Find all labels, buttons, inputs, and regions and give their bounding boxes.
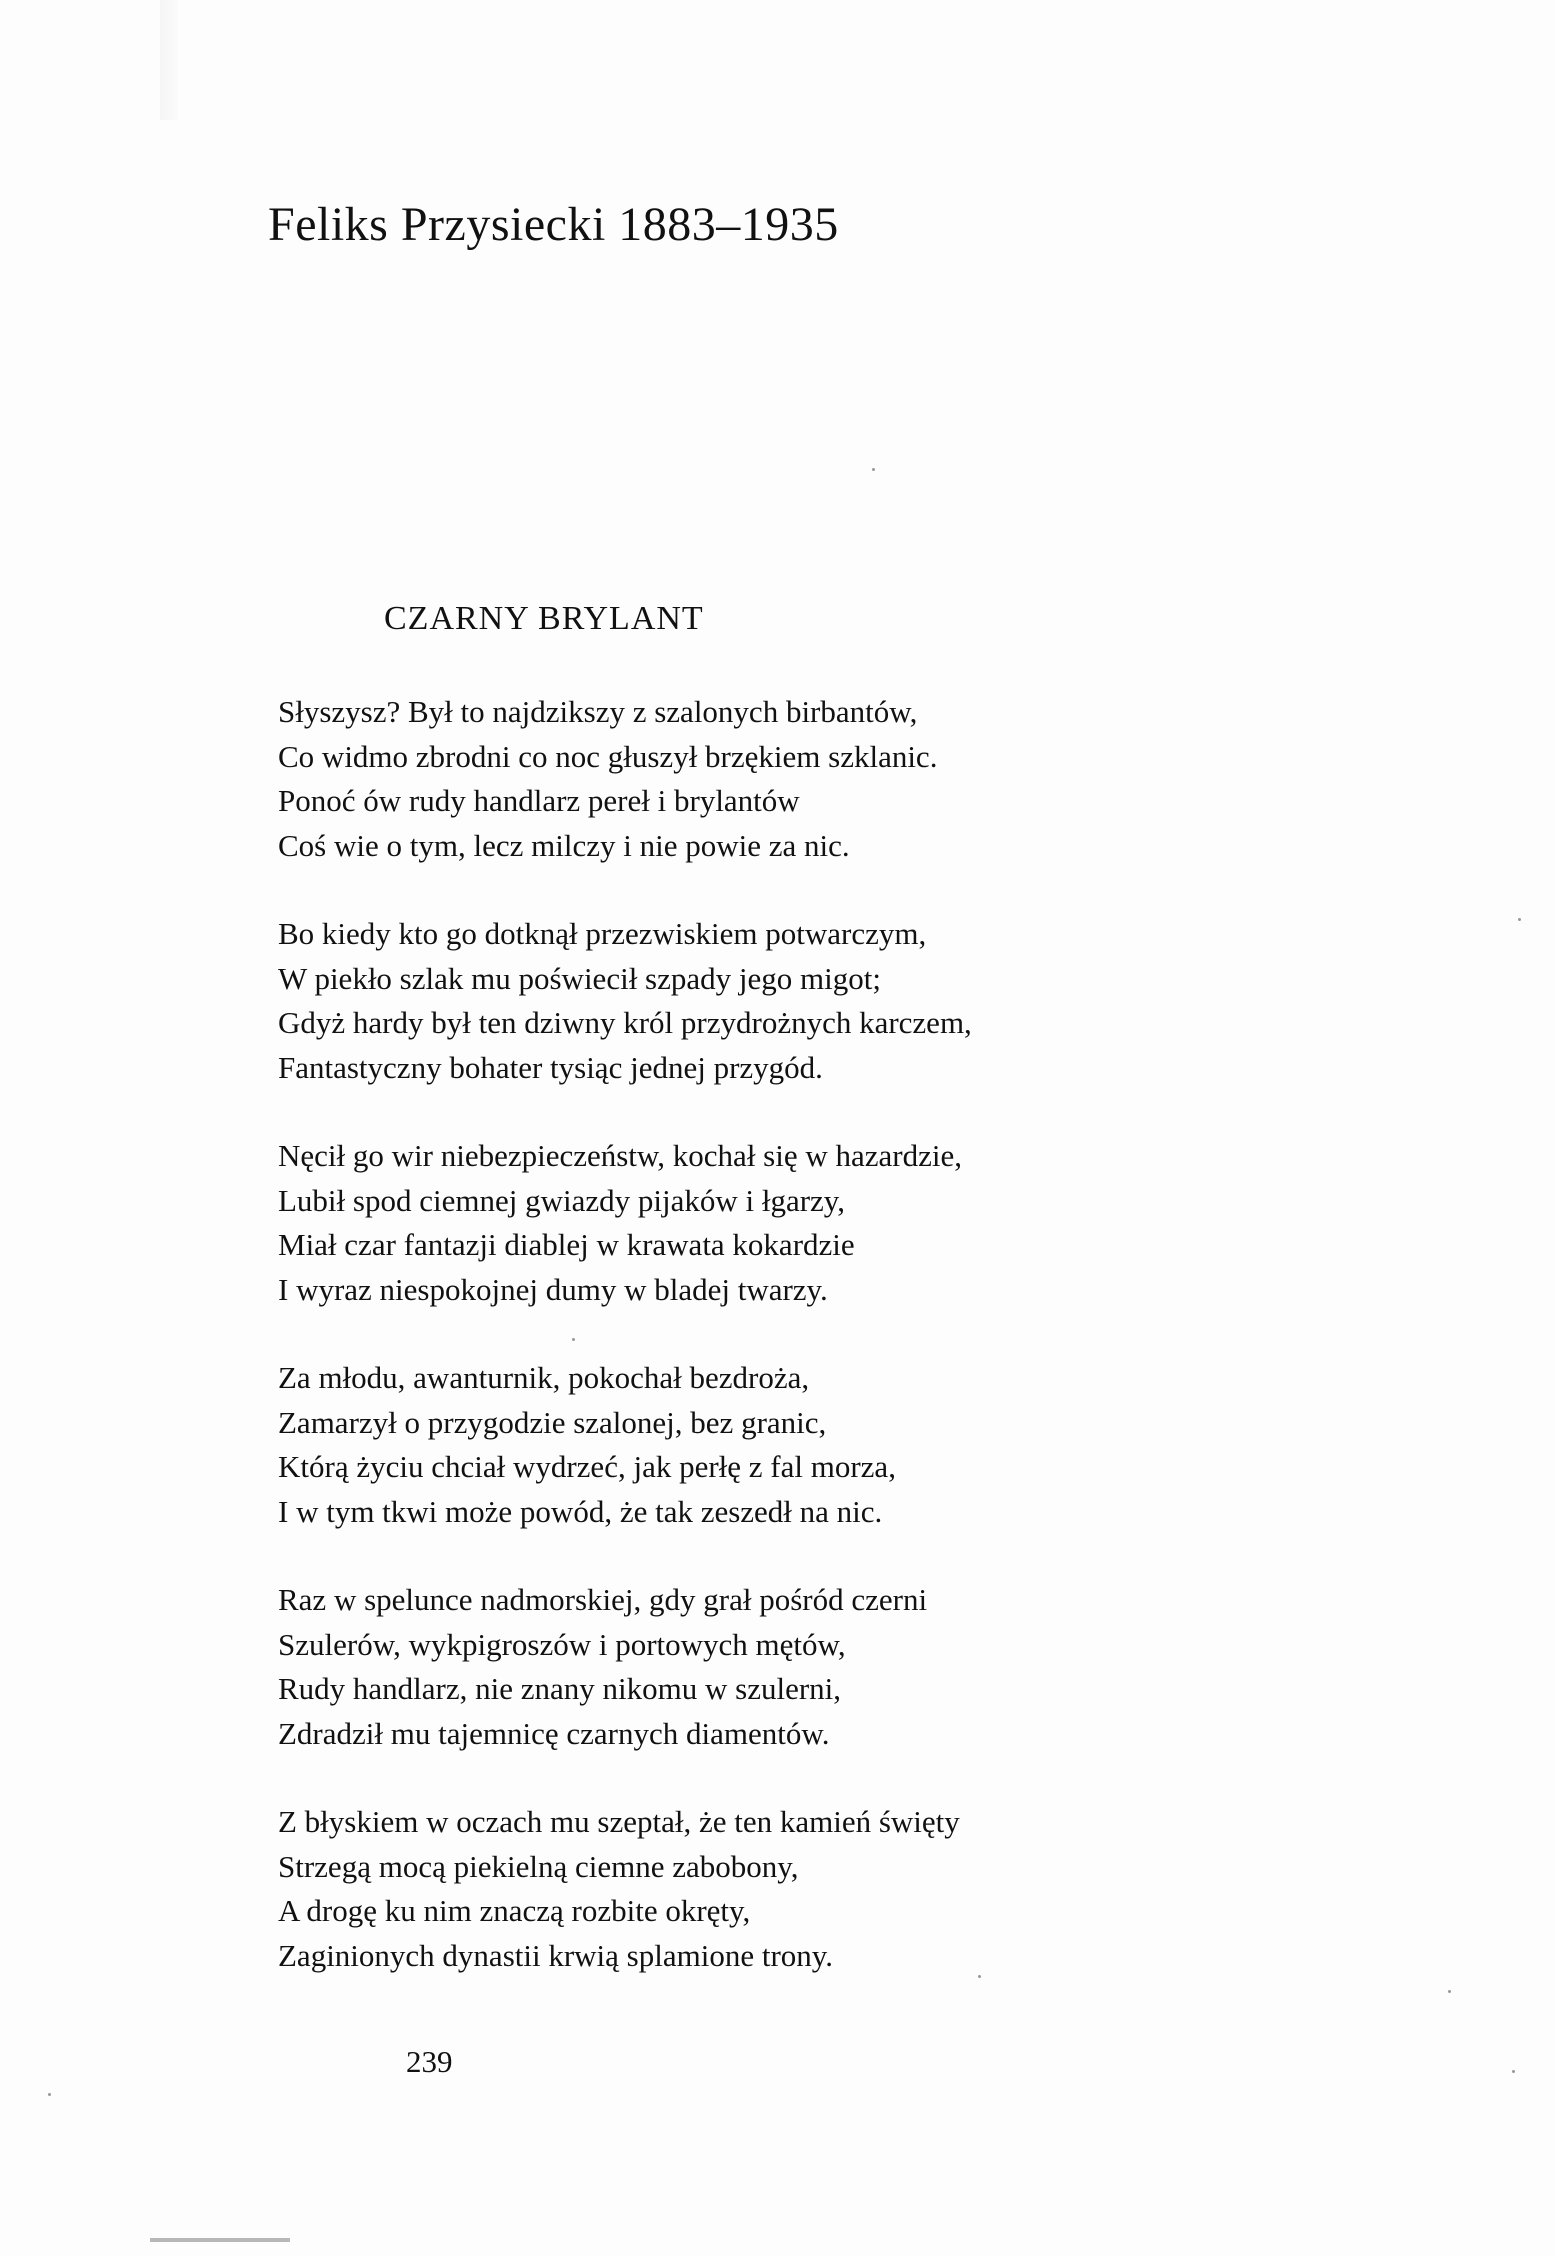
poem-line: Strzegą mocą piekielną ciemne zabobony,: [278, 1848, 799, 1884]
scan-edge-line: [150, 2238, 290, 2242]
poem-line: Za młodu, awanturnik, pokochał bezdroża,: [278, 1360, 810, 1395]
scan-speck: [872, 468, 875, 471]
poem-line: Rudy handlarz, nie znany nikomu w szulerni,: [278, 1671, 842, 1706]
scan-speck: [572, 1338, 575, 1341]
poem-line: Z błyskiem w oczach mu szeptał, że ten kamień święty: [278, 1804, 960, 1839]
scan-speck: [978, 1975, 981, 1978]
poem-line: Którą życiu chciał wydrzeć, jak perłę z fal morza,: [278, 1449, 896, 1484]
page-number: 239: [406, 2044, 453, 2079]
poem-line: Bo kiedy kto go dotknął przezwiskiem potwarczym,: [278, 916, 927, 951]
poem-line: Ponoć ów rudy handlarz pereł i brylantów: [278, 783, 800, 818]
scan-speck: [48, 2093, 51, 2096]
poem-line: Nęcił go wir niebezpieczeństw, kochał się w hazardzie,: [278, 1138, 962, 1173]
poem-line: Coś wie o tym, lecz milczy i nie powie za nic.: [278, 827, 850, 863]
poem-line: Lubił spod ciemnej gwiazdy pijaków i łgarzy,: [278, 1182, 846, 1218]
stanza: [278, 1578, 1398, 1756]
poem-line: Słyszysz? Był to najdzikszy z szalonych birbantów,: [278, 694, 918, 729]
poem-title: CZARNY BRYLANT: [384, 600, 704, 637]
poem-line: Fantastyczny bohater tysiąc jednej przygód.: [278, 1049, 823, 1085]
scan-edge-shadow: [160, 0, 178, 120]
poem-line: I wyraz niespokojnej dumy w bladej twarzy.: [278, 1271, 828, 1307]
poem-line: Raz w spelunce nadmorskiej, gdy grał pośród czerni: [278, 1582, 928, 1617]
stanza: [278, 1800, 1398, 1978]
poem-line: Zamarzył o przygodzie szalonej, bez granic,: [278, 1404, 827, 1440]
poem-line: Zdradził mu tajemnicę czarnych diamentów.: [278, 1715, 830, 1751]
stanza: [278, 1134, 1398, 1312]
poem-line: Co widmo zbrodni co noc głuszył brzękiem szklanic.: [278, 738, 938, 774]
poem-line: I w tym tkwi może powód, że tak zeszedł na nic.: [278, 1493, 883, 1529]
poem-line: Zaginionych dynastii krwią splamione trony.: [278, 1937, 834, 1973]
poem-body: [278, 690, 1398, 2022]
stanza: [278, 690, 1398, 868]
stanza: [278, 912, 1398, 1090]
author-heading: Feliks Przysiecki 1883–1935: [268, 198, 839, 251]
scan-speck: [1448, 1990, 1451, 1993]
poem-line: Miał czar fantazji diablej w krawata kokardzie: [278, 1227, 855, 1262]
stanza: [278, 1356, 1398, 1534]
scan-speck: [1518, 918, 1521, 921]
scan-speck: [1512, 2070, 1515, 2073]
poem-line: A drogę ku nim znaczą rozbite okręty,: [278, 1893, 751, 1928]
poem-line: Gdyż hardy był ten dziwny król przydrożnych karczem,: [278, 1005, 972, 1040]
poem-line: Szulerów, wykpigroszów i portowych mętów,: [278, 1626, 846, 1662]
poem-line: W piekło szlak mu poświecił szpady jego migot;: [278, 960, 881, 996]
